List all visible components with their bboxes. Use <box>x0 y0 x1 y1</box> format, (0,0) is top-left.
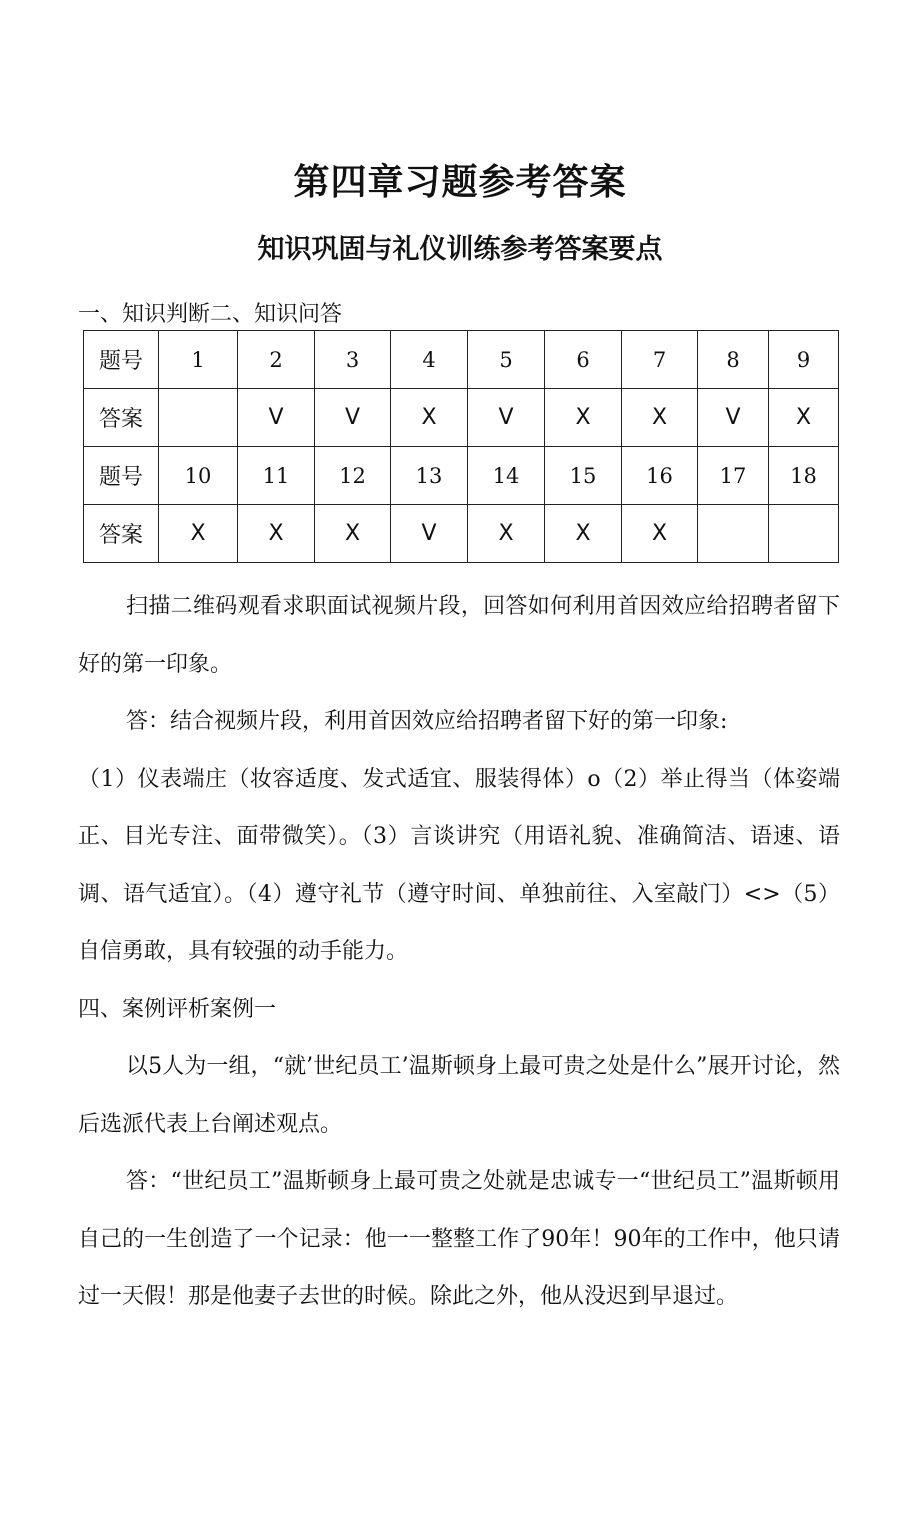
question-number-cell: 6 <box>545 331 622 389</box>
case-answer-paragraph: 答：“世纪员工”温斯顿身上最可贵之处就是忠诚专一“世纪员工”温斯顿用自己的一生创造了一个记录：他一一整整工作了90年！90年的工作中，他只请过一天假！那是他妻子去世的时候。除此之外，他从没迟到早退过。 <box>78 1169 840 1309</box>
question-number-cell: 5 <box>468 331 545 389</box>
question-number-cell: 1 <box>159 331 238 389</box>
answer-cell: X <box>769 389 839 447</box>
answer-cell: X <box>468 505 545 563</box>
answer-cell <box>769 505 839 563</box>
answer-cell <box>159 389 238 447</box>
question-number-cell: 7 <box>622 331 698 389</box>
table-row-header: 题号 <box>84 331 159 389</box>
answer-cell: V <box>238 389 315 447</box>
table-row <box>84 389 839 447</box>
answer-cell: X <box>159 505 238 563</box>
answer-cell: X <box>622 389 698 447</box>
answer-cell: X <box>391 389 468 447</box>
table-row <box>84 331 839 389</box>
question-number-cell: 18 <box>769 447 839 505</box>
question-number-cell: 14 <box>468 447 545 505</box>
answer-cell: X <box>622 505 698 563</box>
answer-cell: V <box>698 389 769 447</box>
section-heading-knowledge: 一、知识判断二、知识问答 <box>78 302 343 327</box>
question-paragraph: 扫描二维码观看求职面试视频片段，回答如何利用首因效应给招聘者留下好的第一印象。 <box>78 594 840 677</box>
case-task-paragraph: 以5人为一组，“就’世纪员工’温斯顿身上最可贵之处是什么”展开讨论，然后选派代表上台阐述观点。 <box>78 1054 840 1137</box>
table-row-header: 答案 <box>84 505 159 563</box>
answer-cell: X <box>545 505 622 563</box>
question-number-cell: 11 <box>238 447 315 505</box>
answer-cell: V <box>315 389 391 447</box>
question-number-cell: 9 <box>769 331 839 389</box>
question-number-cell: 12 <box>315 447 391 505</box>
table-row-header: 答案 <box>84 389 159 447</box>
answer-table-body <box>84 331 839 563</box>
question-number-cell: 16 <box>622 447 698 505</box>
question-number-cell: 8 <box>698 331 769 389</box>
question-number-cell: 3 <box>315 331 391 389</box>
answer-cell <box>698 505 769 563</box>
answer-intro-paragraph: 答：结合视频片段，利用首因效应给招聘者留下好的第一印象: <box>126 709 728 734</box>
table-row-header: 题号 <box>84 447 159 505</box>
question-number-cell: 4 <box>391 331 468 389</box>
question-number-cell: 17 <box>698 447 769 505</box>
answer-points-paragraph: （1）仪表端庄（妆容适度、发式适宜、服装得体）o（2）举止得当（体姿端正、目光专注、面带微笑）。（3）言谈讲究（用语礼貌、准确简洁、语速、语调、语气适宜）。（4）遵守礼节（遵守时间、单独前往、入室敲门）<>（5）自信勇敢，具有较强的动手能力。 <box>78 766 840 964</box>
answer-cell: V <box>468 389 545 447</box>
answer-cell: X <box>315 505 391 563</box>
question-number-cell: 2 <box>238 331 315 389</box>
table-row <box>84 505 839 563</box>
answer-cell: X <box>545 389 622 447</box>
answer-cell: X <box>238 505 315 563</box>
question-number-cell: 13 <box>391 447 468 505</box>
table-row <box>84 447 839 505</box>
page-subtitle: 知识巩固与礼仪训练参考答案要点 <box>257 234 663 265</box>
answer-table <box>83 330 839 563</box>
page-title: 第四章习题参考答案 <box>293 162 627 203</box>
question-number-cell: 10 <box>159 447 238 505</box>
answer-cell: V <box>391 505 468 563</box>
section-heading-case: 四、案例评析案例一 <box>78 996 277 1022</box>
question-number-cell: 15 <box>545 447 622 505</box>
main-text <box>78 578 840 1326</box>
